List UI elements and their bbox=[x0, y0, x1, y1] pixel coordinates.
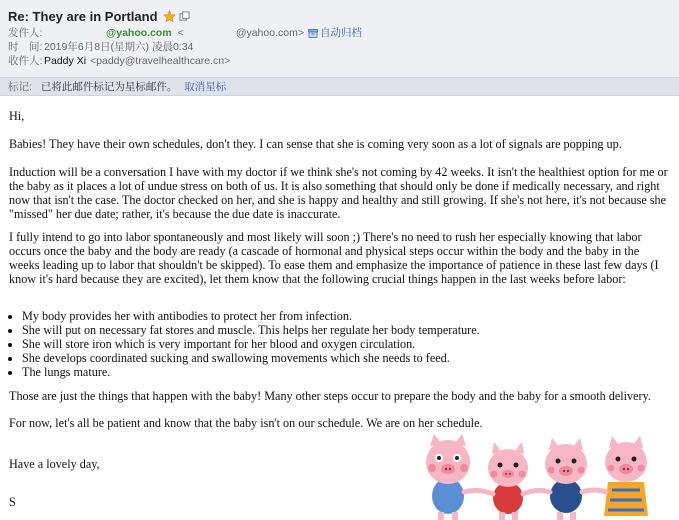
sender-row bbox=[8, 26, 671, 40]
recipient-email[interactable]: <paddy@travelhealthcare.cn> bbox=[90, 55, 231, 67]
time-value: 2019年6月8日(星期六) 凌晨0:34 bbox=[44, 41, 194, 53]
subject-row bbox=[8, 6, 671, 26]
paragraph-1: Babies! They have their own schedules, don't they. I can sense that she is coming very soon as a lot of signals are popping up. bbox=[9, 137, 622, 151]
pig-1 bbox=[426, 434, 470, 520]
time-label: 时 间: bbox=[8, 41, 43, 53]
pig-2 bbox=[488, 442, 528, 520]
archive-icon bbox=[308, 29, 318, 38]
sender-email[interactable]: @yahoo.com bbox=[106, 27, 172, 39]
time-row bbox=[8, 40, 671, 54]
paragraph-3: I fully intend to go into labor spontaneously and most likely will soon ;) There's no need to rush her especially knowing that labor occurs once the baby and the body are ready (a cascade of hormonal and physical steps occur within the body and the baby in the weeks leading up to labor that shouldn't be skipped). To ease them and emphasize the importance of patience in these last few days (I know it's hard because they are excited), let them know that the following crucial things happen in the last weeks before labor: bbox=[9, 230, 659, 286]
closing: Have a lovely day, bbox=[9, 457, 100, 471]
flag-label: 标记: bbox=[8, 81, 32, 93]
list-item: • She develops coordinated sucking and swallowing movements which she needs to feed. bbox=[22, 351, 662, 365]
popout-icon[interactable] bbox=[179, 11, 190, 22]
recipient-label: 收件人: bbox=[8, 55, 43, 67]
paragraph-5: For now, let's all be patient and know that the baby isn't on our schedule. We are on her schedule. bbox=[9, 416, 483, 430]
flag-text: 已将此邮件标记为星标邮件。 bbox=[40, 81, 178, 93]
pigs-illustration bbox=[408, 432, 664, 520]
pig-3 bbox=[545, 438, 587, 520]
list-item: • She will store iron which is very important for her blood and oxygen circulation. bbox=[22, 337, 662, 351]
recipient-row bbox=[8, 54, 671, 68]
email-subject: Re: They are in Portland bbox=[8, 8, 158, 24]
greeting: Hi, bbox=[9, 109, 25, 123]
list-item: • The lungs mature. bbox=[22, 365, 662, 379]
paragraph-4: Those are just the things that happen with the baby! Many other steps occur to prepare the body and the baby for a smooth delivery. bbox=[9, 389, 651, 403]
paragraph-2: Induction will be a conversation I have with my doctor if we think she's not coming by 42 weeks. It isn't the healthiest option for me or the baby as it places a lot of undue stress on both of us. It is also something that should only be done if medically necessary, and right now that isn't the case. The doctor checked on her, and she is happy and healthy and still growing. If she's not here, it's not because she "missed" her due date; rather, it's because the due date is inaccurate. bbox=[9, 165, 668, 221]
sender-label: 发件人: bbox=[8, 27, 43, 39]
auto-archive-label: 自动归档 bbox=[319, 27, 362, 39]
star-icon[interactable] bbox=[163, 10, 176, 23]
email-header bbox=[0, 0, 679, 78]
sender-email-full[interactable]: @yahoo.com> bbox=[235, 27, 304, 39]
star-flag-bar bbox=[0, 78, 679, 96]
list-item: • My body provides her with antibodies to protect her from infection. bbox=[22, 309, 662, 323]
recipient-name[interactable]: Paddy Xi bbox=[44, 55, 87, 67]
auto-archive-link[interactable] bbox=[308, 26, 362, 40]
bullet-list bbox=[22, 309, 662, 379]
signature: S bbox=[9, 495, 16, 509]
sender-lt: < bbox=[177, 27, 184, 39]
pig-4 bbox=[604, 436, 648, 516]
list-item: • She will put on necessary fat stores and muscle. This helps her regulate her body temperature. bbox=[22, 323, 662, 337]
cancel-star-link[interactable]: 取消星标 bbox=[184, 81, 227, 93]
